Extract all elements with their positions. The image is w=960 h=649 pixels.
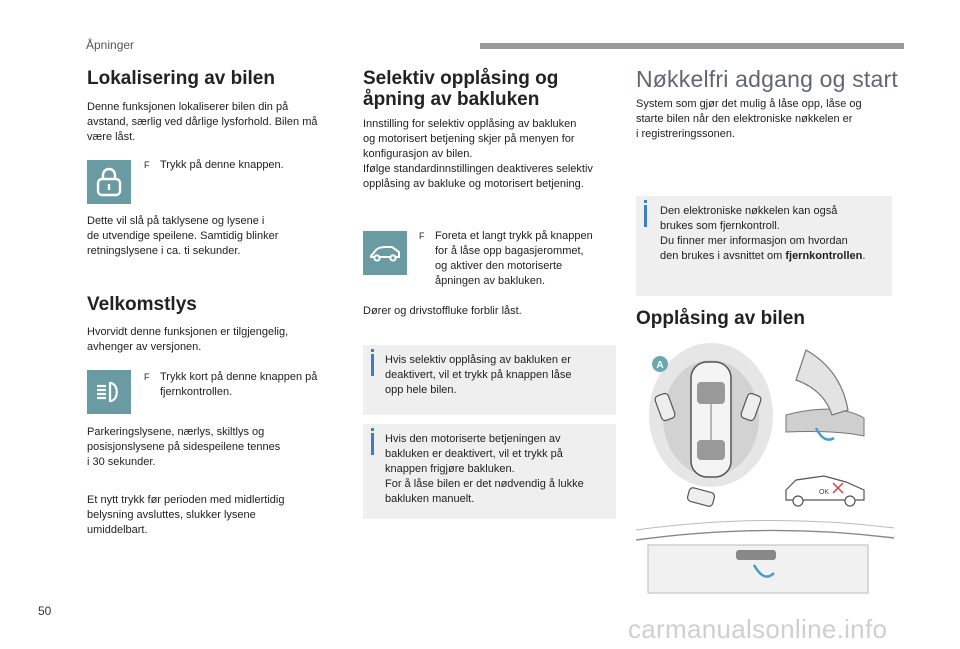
heading-selektiv: Selektiv opplåsing og åpning av bakluken [363,68,559,110]
page-number: 50 [38,604,52,618]
lock-button-icon-box [87,160,131,204]
note-selektiv: Hvis selektiv opplåsing av bakluken er deaktivert, vil et trykk på knappen låse opp hele bilen. [363,345,616,415]
car-trunk-icon [368,242,402,264]
selektiv-after: Dører og drivstoffluke forblir låst. [363,305,522,317]
trunk-button-icon-box [363,231,407,275]
note-nokkelfri: Den elektroniske nøkkelen kan også brukes som fjernkontroll. Du finner mer informasjon om hvordan den brukes i avsnittet om fjernkontrollen. [636,196,892,296]
headlight-icon [95,380,123,404]
heading-opplasing: Opplåsing av bilen [636,308,805,329]
fjernkontrollen-reference: fjernkontrollen [785,250,863,262]
header-divider [480,43,904,49]
velkomst-step: F Trykk kort på denne knappen på fjernkontrollen. [144,371,318,398]
info-marker-icon [644,205,647,227]
note-motorisert: Hvis den motoriserte betjeningen av bakluken er deaktivert, vil et trykk på knappen frigjøre bakluken. For å låse bilen er det nødvendig å lukke bakluken manuelt. [363,424,616,519]
info-marker-icon [371,354,374,376]
heading-nokkelfri: Nøkkelfri adgang og start [636,66,898,92]
headlight-button-icon-box [87,370,131,414]
lokalisering-after: Dette vil slå på taklysene og lysene i de utvendige speilene. Samtidig blinker retningslysene i ca. ti sekunder. [87,215,279,257]
heading-velkomstlys: Velkomstlys [87,294,197,315]
velkomst-intro: Hvorvidt denne funksjonen er tilgjengelig, avhenger av versjonen. [87,326,289,353]
heading-lokalisering: Lokalisering av bilen [87,68,275,89]
info-marker-icon [371,433,374,455]
lokalisering-step: F Trykk på denne knappen. [144,159,284,171]
unlock-illustration [636,340,896,608]
velkomst-end: Et nytt trykk før perioden med midlertidig belysning avsluttes, slukker lysene umiddelbart. [87,494,285,536]
ok-label: OK [818,489,830,496]
nokkelfri-intro: System som gjør det mulig å låse opp, låse og starte bilen når den elektroniske nøkkelen er i registreringssonen. [636,98,862,140]
selektiv-step: F Foreta et langt trykk på knappen for å låse opp bagasjerommet, og aktiver den motoriserte åpningen av bakluken. [419,230,593,287]
lokalisering-intro: Denne funksjonen lokaliserer bilen din på avstand, særlig ved dårlige lysforhold. Bilen må være låst. [87,101,318,143]
velkomst-after: Parkeringslysene, nærlys, skiltlys og posisjonslysene på sidespeilene tennes i 30 sekunder. [87,426,281,468]
watermark: carmanualsonline.info [628,614,888,644]
selektiv-intro: Innstilling for selektiv opplåsing av bakluken og motorisert betjening skjer på menyen for konfigurasjon av bilen. Ifølge standardinnstillingen deaktiveres selektiv opplåsing av bakluke og motorisert betjening. [363,118,593,190]
section-label: Åpninger [86,38,135,52]
label-a: A [656,360,664,371]
lock-icon [96,167,122,197]
